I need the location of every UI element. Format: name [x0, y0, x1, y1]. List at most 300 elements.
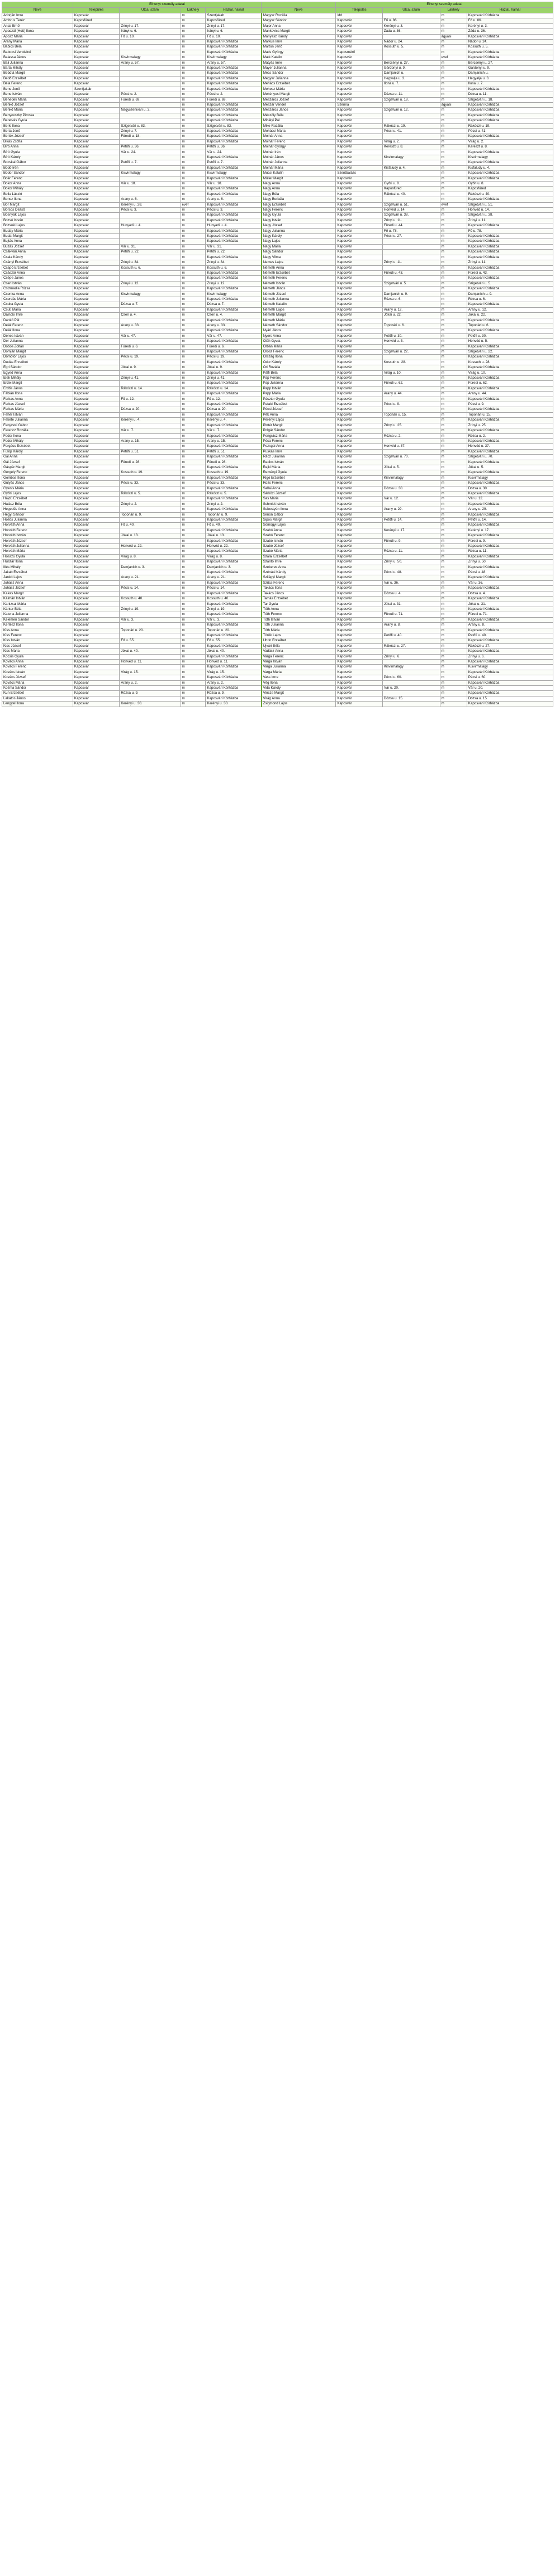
table-cell: Kaposvár: [73, 675, 120, 680]
table-cell: Kaposvár: [336, 486, 383, 491]
table-cell: Arany u. 2.: [206, 680, 262, 685]
table-cell: m: [440, 150, 467, 155]
table-cell: Petőfi u. 30.: [467, 333, 553, 338]
table-cell: Kaposvár: [73, 239, 120, 244]
table-cell: Bebdtá Margit: [2, 71, 73, 76]
table-cell: Ilona u. 7.: [382, 82, 440, 87]
table-cell: Sárközi József: [262, 491, 336, 496]
table-cell: Arany u. 29.: [467, 507, 553, 512]
table-cell: Kaposvári Kórházba: [467, 376, 553, 381]
table-cell: m: [181, 455, 206, 460]
table-cell: Kaposvári Kórházba: [467, 428, 553, 433]
table-cell: [382, 565, 440, 570]
table-cell: [382, 376, 440, 381]
group-header-right: Elhunyt személy adatai: [336, 2, 553, 8]
table-cell: Bodor Sándor: [2, 171, 73, 176]
table-cell: Kaposvári Kórházba: [206, 381, 262, 386]
table-cell: Kaposvári Kórházba: [206, 623, 262, 628]
table-cell: Kaposvári Kórházba: [206, 549, 262, 554]
table-cell: m: [181, 197, 206, 202]
table-cell: Kaposvári Kórházba: [467, 438, 553, 443]
table-row: [2, 523, 553, 528]
table-cell: Szabó József: [262, 544, 336, 549]
table-cell: Füredi u. 71.: [382, 612, 440, 617]
table-cell: Kaposvár: [73, 643, 120, 648]
table-cell: Németh Ferenc: [262, 276, 336, 281]
table-cell: Kaposvár: [73, 376, 120, 381]
table-cell: Kaposvár: [336, 160, 383, 165]
table-cell: Kaposvár: [336, 628, 383, 633]
table-cell: Gáspár Margit: [2, 465, 73, 470]
table-cell: m: [440, 71, 467, 76]
table-cell: m: [440, 659, 467, 664]
table-cell: Füredi u. 62.: [382, 381, 440, 386]
table-cell: Vár u. 47.: [120, 333, 181, 338]
table-row: [2, 418, 553, 423]
table-cell: Kaposvár: [336, 659, 383, 664]
table-cell: Kaposvár: [73, 686, 120, 691]
table-cell: Kaposvári Kórházba: [467, 223, 553, 228]
table-cell: m: [181, 208, 206, 213]
table-cell: m: [181, 108, 206, 113]
table-row: [2, 376, 553, 381]
table-cell: Nagy Julianna: [262, 228, 336, 233]
table-cell: Kaposvár: [336, 355, 383, 360]
table-row: [2, 465, 553, 470]
table-cell: m: [181, 113, 206, 118]
table-cell: [382, 680, 440, 685]
table-row: [2, 591, 553, 596]
table-cell: [382, 318, 440, 323]
table-cell: m: [440, 134, 467, 139]
table-cell: m: [181, 696, 206, 701]
table-cell: Kaposvár: [336, 18, 383, 23]
table-cell: Honvéd u. 37.: [467, 444, 553, 449]
table-cell: Molnár Julianna: [262, 160, 336, 165]
table-cell: Juhász Anna: [2, 580, 73, 585]
table-cell: Kossuth u. 5.: [382, 45, 440, 50]
table-cell: m: [181, 702, 206, 707]
table-cell: m: [440, 292, 467, 297]
table-cell: Kozma Sándor: [2, 686, 73, 691]
table-cell: Katona Julianna: [2, 612, 73, 617]
table-cell: Horváth Ferenc: [2, 528, 73, 533]
table-cell: Kanizsai Mária: [2, 602, 73, 607]
table-cell: Ilona u. 7.: [467, 82, 553, 87]
table-cell: Nádor u. 24.: [467, 40, 553, 45]
table-cell: Hunyadi u. 4.: [206, 223, 262, 228]
table-cell: m: [181, 118, 206, 123]
table-cell: m: [440, 418, 467, 423]
table-cell: Pék Anna: [262, 412, 336, 417]
table-cell: Somogyi Lajos: [262, 523, 336, 528]
table-cell: Fő u. 86.: [382, 18, 440, 23]
table-cell: m: [181, 612, 206, 617]
table-cell: Kaposvár: [336, 150, 383, 155]
table-cell: m: [440, 208, 467, 213]
table-cell: Nemes Lajos: [262, 260, 336, 265]
table-cell: Virág u. 10.: [467, 370, 553, 375]
table-cell: Kaposvár: [336, 602, 383, 607]
table-cell: Kaposvár: [73, 433, 120, 438]
table-cell: Huszár Ilona: [2, 560, 73, 565]
table-cell: Kaposvár: [336, 470, 383, 475]
table-cell: evef: [440, 202, 467, 207]
table-cell: Virág u. 15.: [206, 670, 262, 675]
table-cell: m: [440, 328, 467, 333]
table-cell: Füredi u. 62.: [467, 381, 553, 386]
table-cell: Marton Jenő: [262, 45, 336, 50]
table-cell: Fehér István: [2, 412, 73, 417]
table-cell: Pécsi u. 3.: [206, 208, 262, 213]
table-cell: m: [181, 386, 206, 391]
table-row: [2, 428, 553, 433]
table-cell: Arany u. 12.: [382, 307, 440, 312]
table-cell: Kaposvár: [73, 607, 120, 612]
table-cell: Szabó István: [262, 538, 336, 543]
table-cell: Kaposvár: [336, 197, 383, 202]
table-cell: Kaposvári Kórházba: [206, 444, 262, 449]
table-cell: m: [181, 407, 206, 412]
table-cell: Vár u. 36.: [467, 580, 553, 585]
table-cell: Kaposvár: [73, 659, 120, 664]
table-cell: Puskás Imre: [262, 449, 336, 454]
table-cell: Rácz Julianna: [262, 455, 336, 460]
table-cell: [382, 418, 440, 423]
table-cell: m: [181, 643, 206, 648]
table-cell: Kaposvár: [336, 591, 383, 596]
table-cell: Pintér Margit: [262, 423, 336, 428]
table-cell: Benedek Mária: [2, 97, 73, 102]
table-cell: Kaposvár: [336, 97, 383, 102]
table-cell: Bocskai Gábor: [2, 160, 73, 165]
table-cell: Kossuth u. 28.: [467, 360, 553, 365]
table-row: [2, 370, 553, 375]
table-cell: Kaposvár: [73, 538, 120, 543]
table-cell: Kisvirmalagy: [120, 55, 181, 60]
table-cell: Tamás Erzsébet: [262, 597, 336, 602]
table-cell: m: [181, 423, 206, 428]
table-cell: Borsos Dezső: [2, 208, 73, 213]
table-cell: [120, 165, 181, 170]
table-cell: Petőfi u. 51.: [206, 449, 262, 454]
table-row: [2, 29, 553, 34]
table-cell: [382, 265, 440, 270]
table-cell: Kaposvár: [73, 507, 120, 512]
table-cell: Papp Mária: [262, 392, 336, 397]
table-cell: Fekete Julianna: [2, 418, 73, 423]
table-cell: [382, 55, 440, 60]
table-cell: Kaposvár: [73, 365, 120, 370]
table-cell: Kaposvár: [336, 40, 383, 45]
table-cell: Kisvirmalagy: [467, 475, 553, 480]
table-cell: m: [440, 623, 467, 628]
table-cell: Kaposvár: [73, 549, 120, 554]
table-cell: [120, 412, 181, 417]
table-cell: [120, 297, 181, 302]
table-cell: Kaposvár: [336, 244, 383, 249]
table-cell: Kaposvári Kórházba: [467, 460, 553, 465]
table-cell: Füredi u. 43.: [382, 270, 440, 275]
table-cell: Polgár Sándor: [262, 428, 336, 433]
table-cell: Kaposvár: [73, 302, 120, 307]
table-cell: Csákvári Anna: [2, 250, 73, 255]
table-cell: Kisvirmalagy: [382, 475, 440, 480]
table-cell: m: [440, 680, 467, 685]
table-cell: Kaposvári Kórházba: [467, 328, 553, 333]
table-row: [2, 481, 553, 486]
table-cell: Nagy József: [262, 223, 336, 228]
table-row: [2, 686, 553, 691]
table-cell: Füredi u. 6.: [206, 344, 262, 349]
table-cell: Kálmán István: [2, 597, 73, 602]
table-cell: m: [181, 350, 206, 355]
table-cell: Kaposvári Kórházba: [467, 265, 553, 270]
table-cell: m: [440, 470, 467, 475]
table-row: [2, 507, 553, 512]
table-cell: Bodó Irén: [2, 165, 73, 170]
column-header: Település: [73, 8, 120, 13]
table-cell: Kaposvár: [73, 481, 120, 486]
table-cell: ágyasi: [440, 102, 467, 107]
table-cell: Szigetvári u. 12.: [382, 108, 440, 113]
table-cell: Vár u. 7.: [120, 428, 181, 433]
table-cell: Kaposvári Kórházba: [467, 670, 553, 675]
table-row: [2, 87, 553, 92]
table-cell: Zrínyi u. 12.: [206, 281, 262, 286]
table-cell: [382, 276, 440, 281]
table-cell: Toponári u. 9.: [206, 512, 262, 517]
table-cell: Arany u. 57.: [120, 60, 181, 65]
table-cell: Németh István: [262, 281, 336, 286]
table-cell: m: [181, 192, 206, 197]
table-cell: m: [440, 218, 467, 223]
table-cell: Vár u. 24.: [206, 150, 262, 155]
table-cell: Kaposvár: [73, 71, 120, 76]
table-cell: Sallai Anna: [262, 486, 336, 491]
table-cell: Dózsa u. 20.: [206, 407, 262, 412]
table-cell: Arany u. 33.: [206, 323, 262, 328]
table-cell: Kaposvár: [336, 665, 383, 670]
table-cell: Tar Gyula: [262, 602, 336, 607]
table-cell: Kaposvár: [73, 680, 120, 685]
table-cell: Kaposvári Kórházba: [206, 45, 262, 50]
table-cell: Kaposvári Kórházba: [206, 118, 262, 123]
table-cell: Toponári u. 6.: [467, 323, 553, 328]
table-cell: Gombos Ilona: [2, 475, 73, 480]
table-cell: Kaposvár: [336, 339, 383, 344]
table-cell: Gárdonyi u. 9.: [382, 66, 440, 71]
table-cell: Bokor Mihály: [2, 187, 73, 192]
table-cell: Zrínyi u. 50.: [382, 560, 440, 565]
table-cell: Farkas József: [2, 402, 73, 407]
table-cell: Kaposvári Kórházba: [467, 502, 553, 507]
table-cell: m: [181, 302, 206, 307]
table-cell: m: [440, 449, 467, 454]
table-cell: Pécsi u. 33.: [206, 481, 262, 486]
table-cell: m: [181, 649, 206, 654]
table-cell: m: [440, 176, 467, 181]
table-cell: Pécsi u. 3.: [120, 208, 181, 213]
table-cell: Ujvári Béla: [262, 643, 336, 648]
table-cell: Kovács Anna: [2, 659, 73, 664]
table-cell: m: [181, 50, 206, 55]
table-cell: ágyasi: [440, 34, 467, 39]
table-cell: Mécs Sándor: [262, 71, 336, 76]
table-cell: Toponári u. 15.: [467, 412, 553, 417]
table-cell: m: [181, 554, 206, 559]
table-cell: m: [440, 333, 467, 338]
table-cell: Mészár Vendel: [262, 102, 336, 107]
table-cell: Kossuth u. 6.: [206, 265, 262, 270]
table-cell: Kaposvár: [73, 192, 120, 197]
table-row: [2, 313, 553, 318]
table-cell: Győri Lajos: [2, 491, 73, 496]
table-cell: Kaposvár: [73, 528, 120, 533]
table-cell: m: [181, 518, 206, 523]
table-cell: Kaposvár: [73, 333, 120, 338]
table-cell: Kaposvár: [336, 560, 383, 565]
table-cell: Kaposvár: [336, 208, 383, 213]
table-cell: Molnár Anna: [262, 134, 336, 139]
table-cell: Mészáros János: [262, 108, 336, 113]
table-cell: Kaposvári Kórházba: [206, 507, 262, 512]
table-cell: Vincze Margit: [262, 691, 336, 696]
table-cell: Vár u. 12.: [382, 497, 440, 502]
table-row: [2, 680, 553, 685]
table-cell: m: [181, 502, 206, 507]
table-cell: Kaposfüred: [73, 18, 120, 23]
table-cell: [120, 570, 181, 575]
table-cell: m: [181, 13, 206, 18]
table-cell: m: [440, 270, 467, 275]
table-cell: Rózsa u. 6.: [467, 297, 553, 302]
table-cell: Pataki Erzsébet: [262, 402, 336, 407]
table-cell: Kaposvár: [336, 228, 383, 233]
table-cell: Kaposvár: [336, 497, 383, 502]
group-header-left: Elhunyt személy adatai: [73, 2, 261, 8]
table-cell: [120, 455, 181, 460]
table-cell: Kaposvár: [73, 134, 120, 139]
table-cell: [382, 87, 440, 92]
table-cell: Kaposvár: [73, 218, 120, 223]
table-cell: Kaposvár: [336, 623, 383, 628]
table-row: [2, 575, 553, 580]
table-cell: m: [440, 444, 467, 449]
table-cell: m: [440, 234, 467, 239]
table-cell: [382, 134, 440, 139]
table-cell: m: [181, 182, 206, 187]
table-cell: [120, 623, 181, 628]
table-cell: [382, 649, 440, 654]
table-cell: [120, 287, 181, 292]
table-cell: Kaposvár: [336, 381, 383, 386]
table-cell: Kaposvári Kórházba: [467, 407, 553, 412]
table-cell: Kerényi u. 17.: [467, 528, 553, 533]
table-row: [2, 34, 553, 39]
table-row: [2, 128, 553, 133]
table-cell: m: [181, 617, 206, 622]
table-row: [2, 360, 553, 365]
table-cell: Kaposvári Kórházba: [206, 213, 262, 218]
table-cell: Damjanich u.: [467, 71, 553, 76]
table-cell: [120, 118, 181, 123]
table-cell: Petőfi u. 36.: [206, 145, 262, 150]
table-cell: Tóth Ferenc: [262, 612, 336, 617]
table-cell: Pécsi u. 19.: [206, 355, 262, 360]
table-cell: m: [181, 187, 206, 192]
table-cell: Jókai u. 13.: [120, 533, 181, 538]
table-cell: Arany u. 6.: [206, 197, 262, 202]
table-cell: Boncz Ilona: [2, 197, 73, 202]
table-cell: Dózsa u. 7.: [206, 302, 262, 307]
table-cell: Csányi Erzsébet: [2, 260, 73, 265]
column-header: Település: [336, 8, 383, 13]
table-cell: Kaposvári Kórházba: [206, 528, 262, 533]
table-cell: Kaposvár: [336, 145, 383, 150]
table-cell: Kaposvár: [73, 575, 120, 580]
table-cell: Rákóczi u. 14.: [206, 386, 262, 391]
records-table: [2, 2, 553, 707]
table-cell: m: [181, 438, 206, 443]
table-cell: [120, 40, 181, 45]
table-cell: Kaposvár: [73, 381, 120, 386]
table-cell: Kaposvári Kórházba: [467, 597, 553, 602]
table-cell: Füredi u. 18.: [120, 134, 181, 139]
table-cell: Petőfi u. 40.: [467, 633, 553, 638]
table-cell: Kaposvár: [336, 638, 383, 643]
table-cell: m: [440, 643, 467, 648]
table-row: [2, 113, 553, 118]
table-cell: Zrínyi u. 17.: [206, 23, 262, 28]
table-cell: m: [440, 696, 467, 701]
table-cell: [120, 486, 181, 491]
table-cell: Honvéd u. 14.: [467, 208, 553, 213]
table-row: [2, 176, 553, 181]
table-cell: Molnár Irén: [262, 150, 336, 155]
table-cell: Gál Anna: [2, 455, 73, 460]
table-cell: Arany u. 29.: [382, 507, 440, 512]
table-cell: [120, 370, 181, 375]
table-cell: Kaposvári Kórházba: [206, 465, 262, 470]
table-cell: m: [440, 381, 467, 386]
table-cell: Füredi u. 9.: [382, 538, 440, 543]
table-cell: Kaposfüred: [382, 187, 440, 192]
table-row: [2, 270, 553, 275]
table-cell: m: [440, 113, 467, 118]
table-cell: m: [181, 82, 206, 87]
table-cell: Füredi u. 28.: [206, 460, 262, 465]
table-cell: Kiss Ferenc: [2, 633, 73, 638]
table-row: [2, 438, 553, 443]
table-cell: Petőfi u. 14.: [467, 518, 553, 523]
table-cell: Pap Ferenc: [262, 376, 336, 381]
table-cell: Kaposvár: [336, 612, 383, 617]
table-cell: Kaposvári Kórházba: [467, 255, 553, 260]
table-cell: m: [440, 45, 467, 50]
table-cell: [120, 633, 181, 638]
table-cell: [382, 512, 440, 517]
table-cell: Szántó Imre: [262, 560, 336, 565]
table-cell: m: [181, 60, 206, 65]
table-cell: [382, 386, 440, 391]
table-cell: Jókai u. 9.: [120, 365, 181, 370]
table-cell: Kaposvári Kórházba: [467, 197, 553, 202]
table-cell: Perényi Lajos: [262, 418, 336, 423]
table-cell: Kaposvári Kórházba: [206, 686, 262, 691]
table-cell: m: [181, 102, 206, 107]
table-cell: Kaposvár: [73, 292, 120, 297]
